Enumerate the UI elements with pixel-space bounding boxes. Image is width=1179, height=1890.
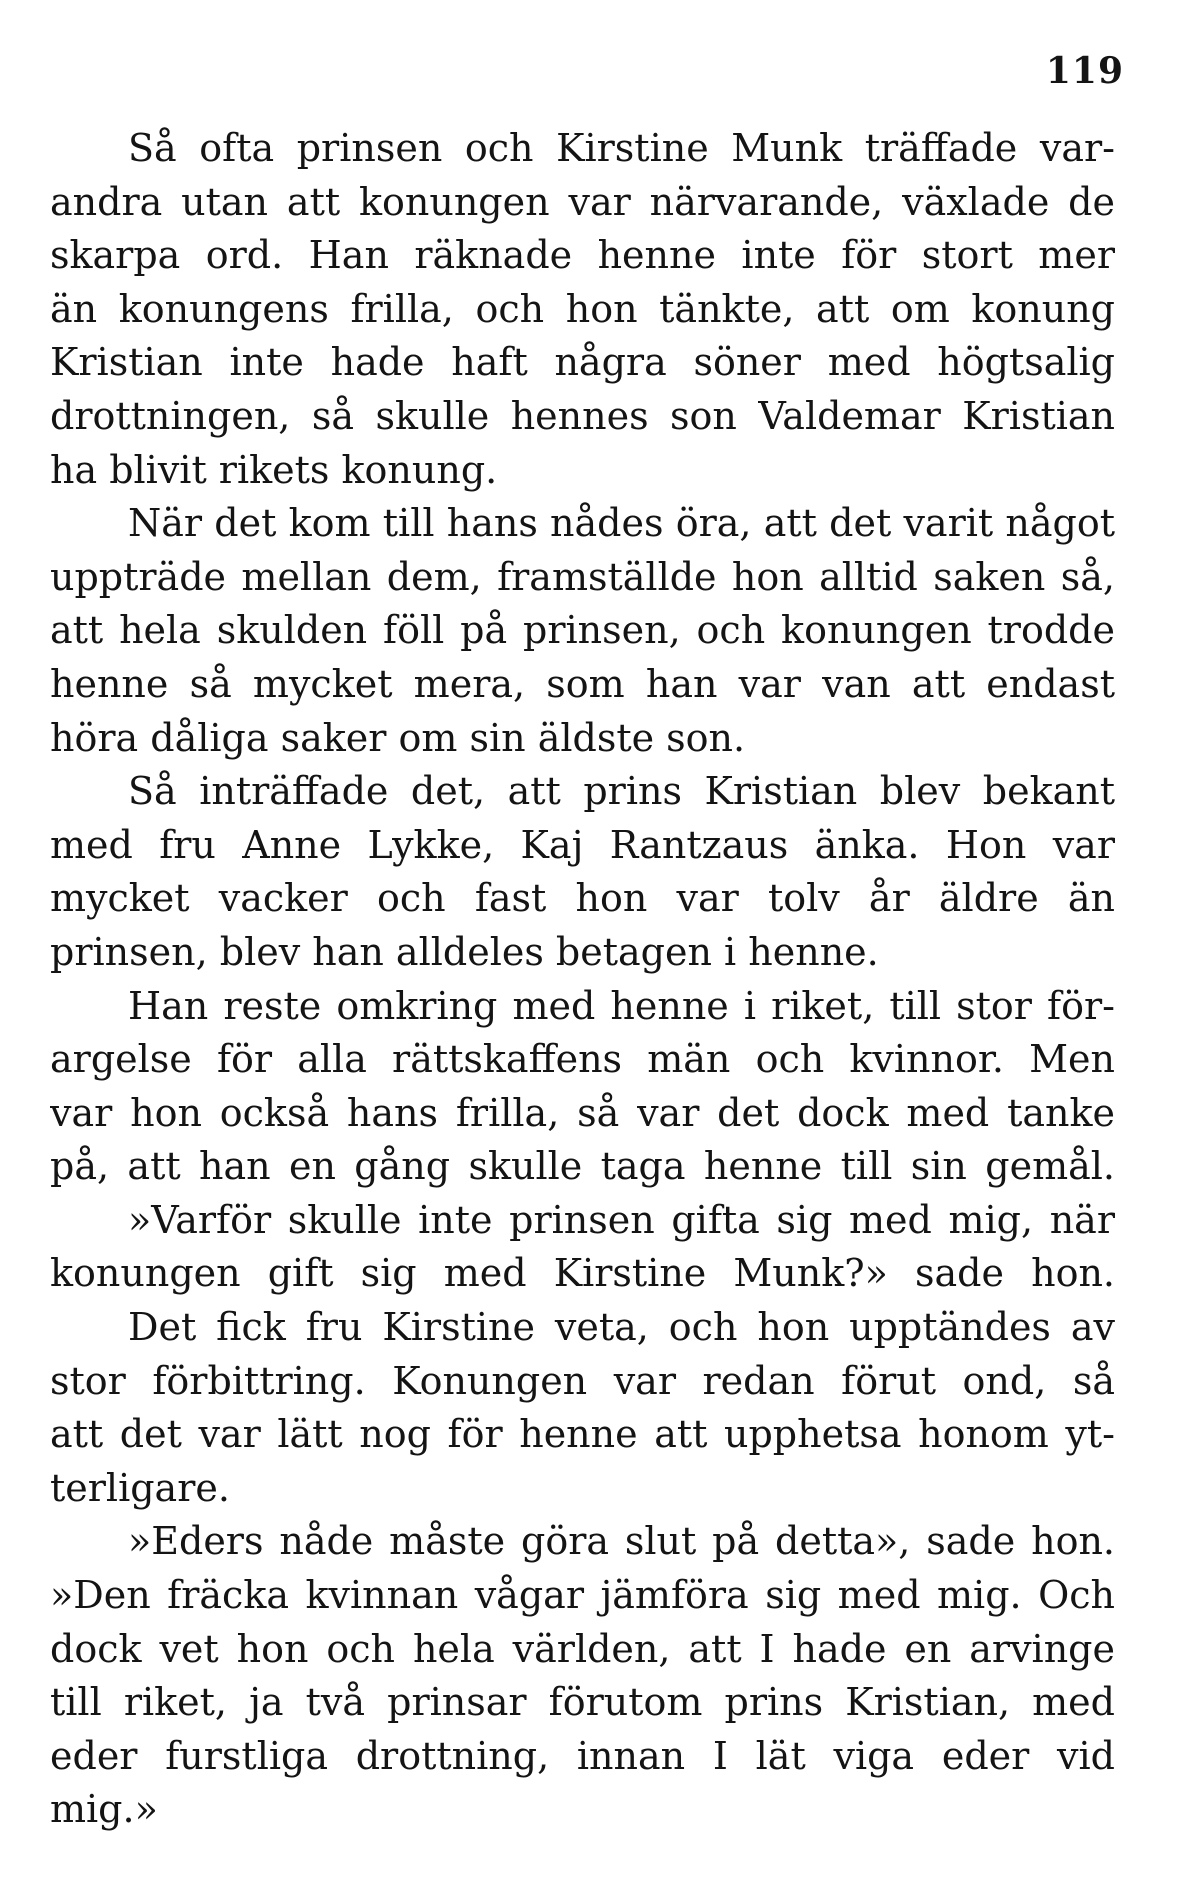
text-line: drottningen, så skulle hennes son Valdemar Kristian (50, 393, 1115, 438)
text-line: än konungens frilla, och hon tänkte, att om konung (50, 286, 1115, 331)
text-body (50, 122, 1115, 1837)
text-line: dock vet hon och hela världen, att I hade en arvinge (50, 1626, 1115, 1671)
text-line: uppträde mellan dem, framställde hon alltid saken så, (50, 554, 1115, 599)
text-line: När det kom till hans nådes öra, att det varit något (128, 501, 1115, 546)
text-line: mycket vacker och fast hon var tolv år äldre än (50, 876, 1115, 921)
text-line: eder furstliga drottning, innan I lät viga eder vid (50, 1733, 1115, 1778)
text-line: till riket, ja två prinsar förutom prins Kristian, med (50, 1680, 1115, 1725)
text-line: Det fick fru Kirstine veta, och hon upptändes av (128, 1305, 1115, 1350)
text-line: »Varför skulle inte prinsen gifta sig med mig, när (128, 1197, 1115, 1242)
text-line: var hon också hans frilla, så var det dock med tanke (50, 1090, 1115, 1135)
text-line: »Eders nåde måste göra slut på detta», sade hon. (128, 1519, 1115, 1564)
text-line: prinsen, blev han alldeles betagen i henne. (50, 929, 879, 974)
text-line: Så ofta prinsen och Kirstine Munk träffade var- (128, 126, 1115, 170)
text-line: på, att han en gång skulle taga henne till sin gemål. (50, 1144, 1115, 1189)
text-line: Han reste omkring med henne i riket, till stor för- (128, 983, 1115, 1028)
text-line: ha blivit rikets konung. (50, 447, 498, 492)
text-line: argelse för alla rättskaffens män och kvinnor. Men (50, 1037, 1115, 1082)
text-line: att hela skulden föll på prinsen, och konungen trodde (50, 608, 1115, 653)
text-line: »Den fräcka kvinnan vågar jämföra sig med mig. Och (50, 1573, 1115, 1618)
text-line: skarpa ord. Han räknade henne inte för stort mer (50, 233, 1115, 278)
text-line: andra utan att konungen var närvarande, växlade de (50, 179, 1115, 224)
text-line: att det var lätt nog för henne att upphetsa honom yt- (50, 1412, 1115, 1457)
text-line: terligare. (50, 1465, 230, 1510)
text-line: Kristian inte hade haft några söner med högtsalig (50, 340, 1115, 385)
text-line: höra dåliga saker om sin äldste son. (50, 715, 746, 760)
text-line: stor förbittring. Konungen var redan förut ond, så (50, 1358, 1115, 1403)
text-line: mig.» (50, 1787, 158, 1832)
text-line: henne så mycket mera, som han var van att endast (50, 661, 1115, 706)
page-number: 119 (1045, 50, 1124, 92)
text-line: med fru Anne Lykke, Kaj Rantzaus änka. Hon var (50, 822, 1115, 867)
text-line: Så inträffade det, att prins Kristian blev bekant (128, 769, 1115, 814)
text-line: konungen gift sig med Kirstine Munk?» sade hon. (50, 1251, 1115, 1296)
